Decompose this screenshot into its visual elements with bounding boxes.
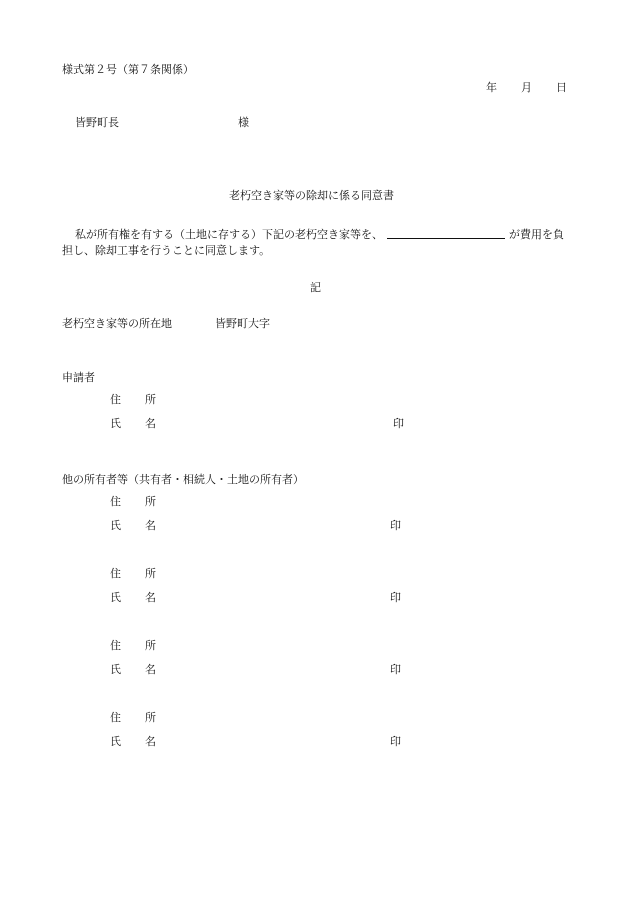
other-owner-2-name-label: 氏 名 [110, 591, 156, 604]
addressee-honorific: 様 [238, 116, 249, 129]
other-owner-2-address-label: 住 所 [110, 567, 156, 580]
other-owner-4-seal-mark: 印 [390, 735, 401, 748]
other-owner-4-address-label: 住 所 [110, 711, 156, 724]
other-owner-1-name-label: 氏 名 [110, 519, 156, 532]
document-title: 老朽空き家等の除却に係る同意書 [229, 189, 394, 202]
consent-text-after: が費用を負 [509, 228, 564, 241]
addressee-name: 皆野町長 [75, 116, 119, 129]
consent-text-line2: 担し、除却工事を行うことに同意します。 [62, 244, 271, 257]
location-label: 老朽空き家等の所在地 [62, 317, 172, 330]
ki-heading: 記 [310, 281, 321, 294]
other-owner-1-address-label: 住 所 [110, 495, 156, 508]
other-owner-1-seal-mark: 印 [390, 519, 401, 532]
other-owner-3-name-label: 氏 名 [110, 663, 156, 676]
applicant-address-label: 住 所 [110, 393, 156, 406]
applicant-heading: 申請者 [62, 371, 95, 384]
date-month: 月 [521, 81, 532, 94]
consent-text-before: 私が所有権を有する（土地に存する）下記の老朽空き家等を、 [75, 228, 383, 241]
form-number: 様式第２号（第７条関係） [62, 63, 194, 76]
location-value: 皆野町大字 [215, 317, 270, 330]
other-owner-3-address-label: 住 所 [110, 639, 156, 652]
consent-text-line1 [75, 227, 564, 240]
others-heading: 他の所有者等（共有者・相続人・土地の所有者） [62, 473, 304, 486]
other-owner-2-seal-mark: 印 [390, 591, 401, 604]
date-year: 年 [486, 81, 497, 94]
applicant-seal-mark: 印 [393, 417, 404, 430]
date-day: 日 [556, 81, 567, 94]
applicant-name-label: 氏 名 [110, 417, 156, 430]
contractor-name-blank[interactable] [387, 227, 505, 239]
other-owner-4-name-label: 氏 名 [110, 735, 156, 748]
other-owner-3-seal-mark: 印 [390, 663, 401, 676]
